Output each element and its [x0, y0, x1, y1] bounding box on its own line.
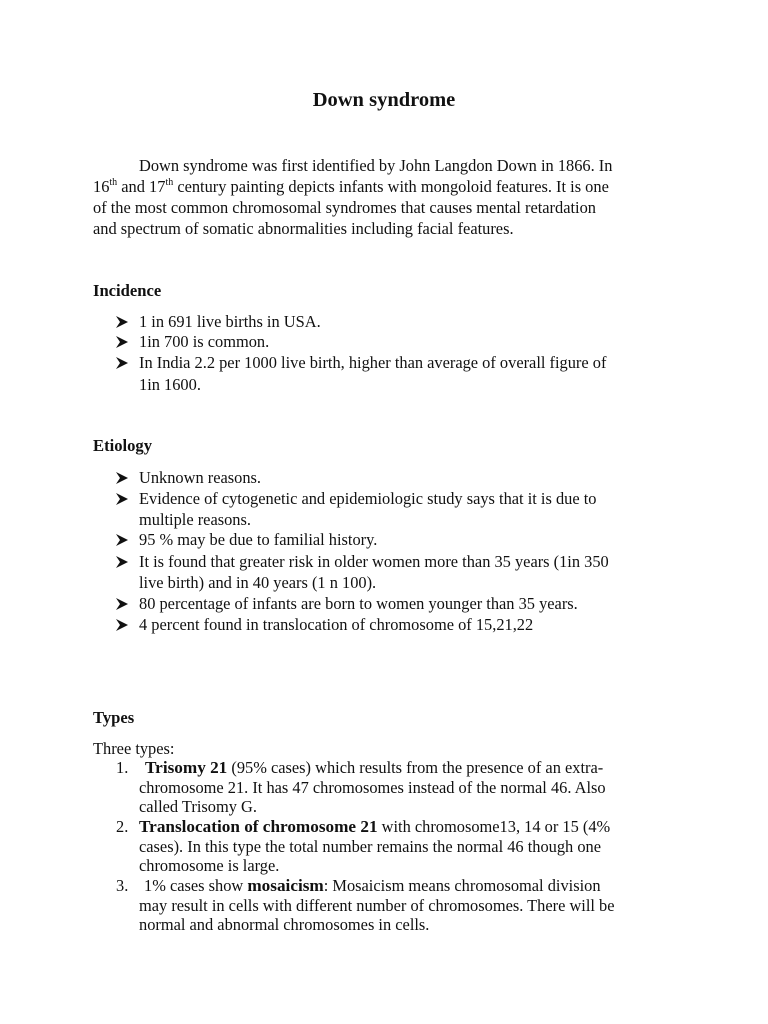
- arrow-bullet-icon: [114, 596, 130, 612]
- arrow-bullet-icon: [114, 617, 130, 633]
- type-item-continued: called Trisomy G.: [139, 797, 257, 816]
- intro-line-1: Down syndrome was first identified by John Langdon Down in 1866. In: [139, 156, 613, 175]
- etiology-item: Evidence of cytogenetic and epidemiologic study says that it is due to: [139, 489, 597, 508]
- etiology-item: Unknown reasons.: [139, 468, 262, 487]
- type-item-continued: cases). In this type the total number remains the normal 46 though one: [139, 837, 602, 856]
- incidence-item-continued: 1in 1600.: [139, 375, 201, 394]
- arrow-bullet-icon: [114, 334, 130, 350]
- etiology-item: 95 % may be due to familial history.: [139, 530, 378, 549]
- arrow-bullet-icon: [114, 554, 130, 570]
- etiology-item-continued: multiple reasons.: [139, 510, 251, 529]
- types-heading: Types: [93, 708, 135, 727]
- etiology-item: 4 percent found in translocation of chromosome of 15,21,22: [139, 615, 534, 634]
- etiology-item-continued: live birth) and in 40 years (1 n 100).: [139, 573, 377, 592]
- types-intro: Three types:: [93, 739, 175, 758]
- page-title: Down syndrome: [312, 89, 456, 111]
- arrow-bullet-icon: [114, 355, 130, 371]
- list-number: 3.: [116, 876, 129, 895]
- incidence-item: 1 in 691 live births in USA.: [139, 312, 321, 331]
- incidence-heading: Incidence: [93, 281, 162, 300]
- arrow-bullet-icon: [114, 470, 130, 486]
- arrow-bullet-icon: [114, 532, 130, 548]
- list-number: 2.: [116, 817, 129, 836]
- etiology-item: It is found that greater risk in older women more than 35 years (1in 350: [139, 552, 609, 571]
- type-item-continued: chromosome is large.: [139, 856, 280, 875]
- incidence-item: 1in 700 is common.: [139, 332, 270, 351]
- arrow-bullet-icon: [114, 491, 130, 507]
- type-item-trisomy-21: Trisomy 21 (95% cases) which results from the presence of an extra-: [145, 758, 604, 777]
- type-item-translocation: Translocation of chromosome 21 with chromosome13, 14 or 15 (4%: [139, 817, 611, 836]
- intro-line-3: of the most common chromosomal syndromes that causes mental retardation: [93, 198, 596, 217]
- type-item-continued: chromosome 21. It has 47 chromosomes instead of the normal 46. Also: [139, 778, 606, 797]
- incidence-item: In India 2.2 per 1000 live birth, higher than average of overall figure of: [139, 353, 607, 372]
- type-item-continued: normal and abnormal chromosomes in cells.: [139, 915, 430, 934]
- intro-line-4: and spectrum of somatic abnormalities including facial features.: [93, 219, 514, 238]
- arrow-bullet-icon: [114, 314, 130, 330]
- etiology-item: 80 percentage of infants are born to women younger than 35 years.: [139, 594, 578, 613]
- intro-line-2: 16th and 17th century painting depicts infants with mongoloid features. It is one: [93, 177, 609, 196]
- etiology-heading: Etiology: [93, 436, 153, 455]
- list-number: 1.: [116, 758, 129, 777]
- type-item-mosaicism: 1% cases show mosaicism: Mosaicism means chromosomal division: [144, 876, 601, 895]
- type-item-continued: may result in cells with different number of chromosomes. There will be: [139, 896, 615, 915]
